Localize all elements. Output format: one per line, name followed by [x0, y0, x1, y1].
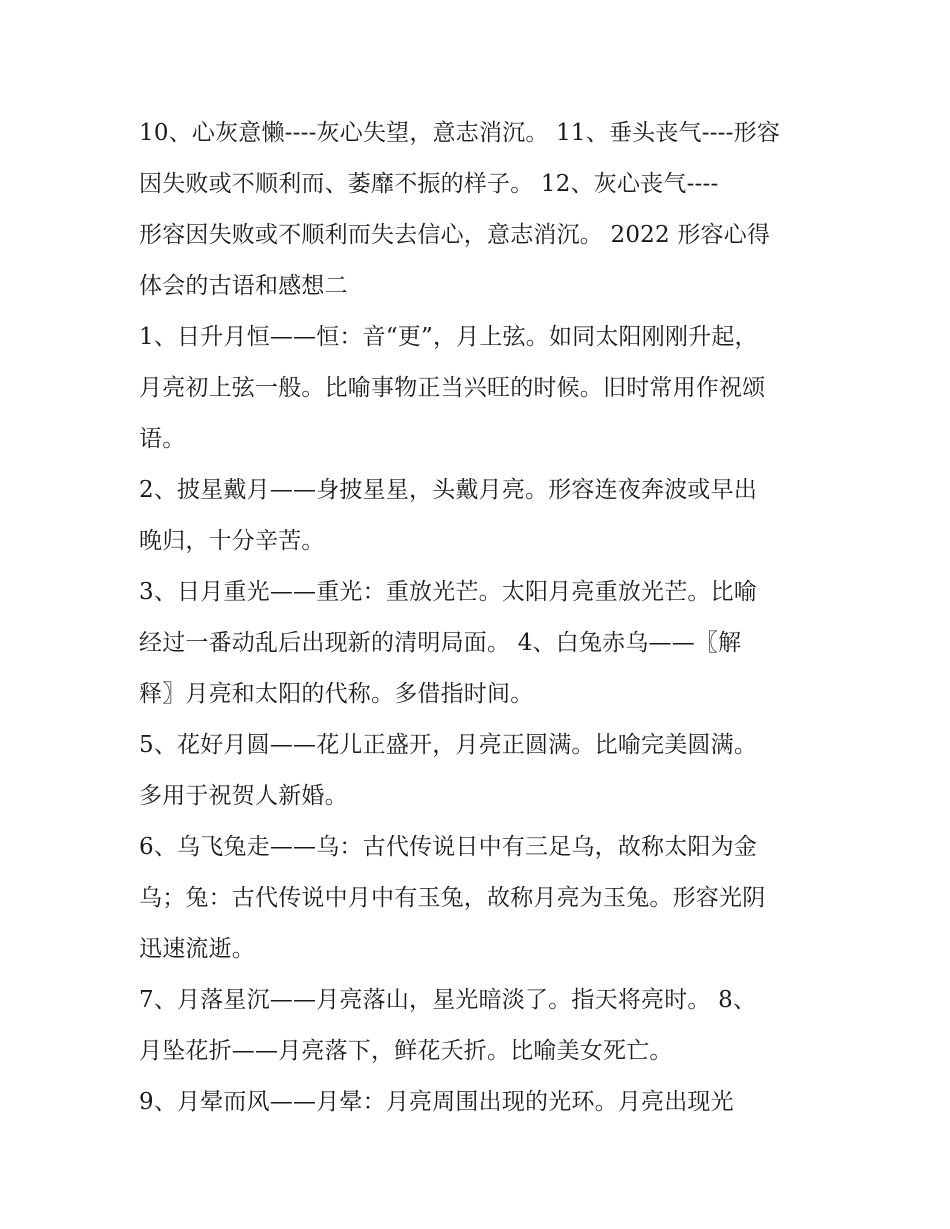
- text-line: 语。: [139, 426, 186, 452]
- text-line: 9、月晕而风——月晕：月亮周围出现的光环。月亮出现光: [139, 1089, 734, 1115]
- text-line: 乌；兔：古代传说中月中有玉兔，故称月亮为玉兔。形容光阴: [139, 885, 766, 911]
- text-line: 3、日月重光——重光：重放光芒。太阳月亮重放光芒。比喻: [139, 579, 758, 605]
- text-line: 形容因失败或不顺利而失去信心，意志消沉。 2022 形容心得: [139, 222, 771, 248]
- text-line: 释〗月亮和太阳的代称。多借指时间。: [139, 681, 534, 707]
- text-line: 月坠花折——月亮落下，鲜花夭折。比喻美女死亡。: [139, 1038, 673, 1064]
- text-line: 10、心灰意懒----灰心失望，意志消沉。 11、垂头丧气----形容: [139, 120, 781, 146]
- text-line: 2、披星戴月——身披星星，头戴月亮。形容连夜奔波或早出: [139, 477, 758, 503]
- text-line: 体会的古语和感想二: [139, 273, 348, 299]
- text-line: 多用于祝贺人新婚。: [139, 783, 348, 809]
- text-line: 迅速流逝。: [139, 936, 255, 962]
- text-line: 1、日升月恒——恒：音“更”，月上弦。如同太阳刚刚升起，: [139, 324, 758, 350]
- text-line: 5、花好月圆——花儿正盛开，月亮正圆满。比喻完美圆满。: [139, 732, 758, 758]
- text-line: 7、月落星沉——月亮落山，星光暗淡了。指天将亮时。 8、: [139, 987, 757, 1013]
- text-line: 经过一番动乱后出现新的清明局面。 4、白兔赤乌——〖解: [139, 630, 742, 656]
- text-line: 6、乌飞兔走——乌：古代传说日中有三足乌，故称太阳为金: [139, 834, 758, 860]
- text-line: 晚归，十分辛苦。: [139, 528, 325, 554]
- text-line: 因失败或不顺利而、萎靡不振的样子。 12、灰心丧气----: [139, 171, 719, 197]
- text-line: 月亮初上弦一般。比喻事物正当兴旺的时候。旧时常用作祝颂: [139, 375, 766, 401]
- document-body: [139, 108, 829, 1128]
